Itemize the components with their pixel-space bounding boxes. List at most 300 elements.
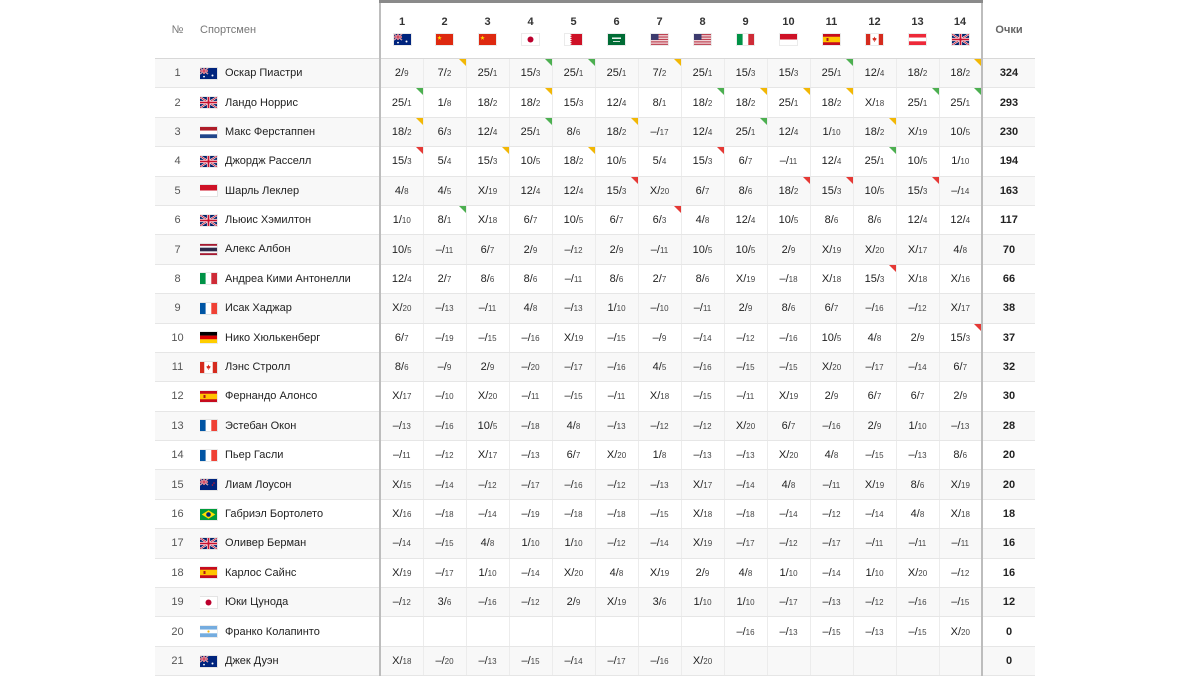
result-points: –: [650, 537, 657, 550]
table-row[interactable]: [155, 235, 1035, 264]
driver-name[interactable]: Исак Хаджар: [225, 302, 292, 315]
result-points: –: [607, 478, 614, 491]
result-points: –: [908, 449, 915, 462]
race-result-cell: –/12: [853, 588, 896, 617]
result-points: 1: [822, 125, 829, 138]
result-points: 2: [523, 243, 530, 256]
race-result-cell: X/19: [724, 264, 767, 293]
result-position: 4: [621, 98, 627, 108]
race-result-cell: –/18: [423, 499, 466, 528]
driver-cell[interactable]: [200, 441, 380, 470]
result-position: 6: [489, 274, 495, 284]
result-position: 15: [402, 480, 412, 490]
table-row[interactable]: [155, 88, 1035, 117]
race-result-cell: –/13: [423, 294, 466, 323]
result-points: 15: [520, 67, 533, 80]
column-header-race-1[interactable]: [380, 2, 423, 59]
race-result-cell: 2/9: [939, 382, 982, 411]
driver-cell[interactable]: [200, 88, 380, 117]
result-position: 14: [401, 539, 411, 549]
result-points: 8: [695, 272, 702, 285]
table-row[interactable]: [155, 205, 1035, 234]
column-header-race-2[interactable]: [423, 2, 466, 59]
race-result-cell: 6/7: [595, 205, 638, 234]
column-header-race-5[interactable]: [552, 2, 595, 59]
thailand-flag-icon: [200, 244, 217, 255]
result-position: 18: [573, 510, 583, 520]
result-points: –: [865, 537, 872, 550]
yellow-corner-marker: [631, 118, 638, 125]
result-points: 4: [609, 566, 616, 579]
result-points: 25: [950, 96, 963, 109]
race-result-cell: 5/4: [423, 147, 466, 176]
result-points: –: [607, 419, 614, 432]
result-position: 7: [575, 451, 581, 461]
driver-name[interactable]: Лиам Лоусон: [225, 478, 292, 491]
table-row[interactable]: [155, 382, 1035, 411]
race-result-cell: X/20: [552, 558, 595, 587]
result-position: 19: [789, 392, 799, 402]
driver-cell[interactable]: [200, 411, 380, 440]
result-points: 10: [907, 155, 920, 168]
race-result-cell: –/13: [853, 617, 896, 646]
driver-name[interactable]: Джордж Расселл: [225, 155, 312, 168]
race-result-cell: –/13: [681, 441, 724, 470]
driver-name[interactable]: Алекс Албон: [225, 243, 291, 256]
result-points: –: [437, 361, 444, 374]
driver-name[interactable]: Шарль Леклер: [225, 184, 300, 197]
green-corner-marker: [760, 118, 767, 125]
race-result-cell: 1/10: [595, 294, 638, 323]
result-position: 6: [747, 186, 753, 196]
result-points: X: [821, 243, 830, 256]
result-position: 19: [875, 480, 885, 490]
result-position: 3: [407, 157, 412, 167]
result-points: 18: [692, 96, 705, 109]
driver-cell[interactable]: [200, 294, 380, 323]
result-position: 12: [788, 539, 798, 549]
race-result-cell: 25/1: [509, 117, 552, 146]
result-position: 7: [790, 421, 796, 431]
driver-name[interactable]: Франко Колапинто: [225, 625, 320, 638]
result-points: 8: [738, 184, 745, 197]
result-points: X: [950, 302, 958, 315]
driver-name[interactable]: Джек Дуэн: [225, 655, 279, 668]
race-result-cell: X/19: [853, 470, 896, 499]
position-cell: 7: [155, 235, 200, 264]
race-result-cell: –/11: [810, 470, 853, 499]
table-row[interactable]: [155, 529, 1035, 558]
new-zealand-flag-icon: [200, 479, 217, 490]
result-points: 25: [735, 125, 748, 138]
points-total: 163: [982, 176, 1035, 205]
race-result-cell: 4/8: [681, 205, 724, 234]
race-result-cell: X/20: [466, 382, 509, 411]
table-row[interactable]: [155, 352, 1035, 381]
result-position: 20: [832, 363, 842, 373]
table-row[interactable]: [155, 411, 1035, 440]
japan-flag-icon: [522, 34, 539, 45]
race-result-cell: [509, 617, 552, 646]
result-position: 19: [703, 539, 713, 549]
result-position: 18: [875, 98, 885, 108]
column-header-race-14[interactable]: [939, 2, 982, 59]
driver-cell[interactable]: [200, 499, 380, 528]
table-row[interactable]: [155, 470, 1035, 499]
driver-name[interactable]: Ландо Норрис: [225, 96, 298, 109]
result-position: 9: [790, 245, 796, 255]
result-points: X: [649, 390, 658, 403]
result-position: 4: [407, 274, 412, 284]
netherlands-flag-icon: [200, 127, 217, 138]
driver-cell[interactable]: [200, 558, 380, 587]
driver-name[interactable]: Нико Хюлькенберг: [225, 331, 321, 344]
race-result-cell: –/11: [767, 147, 810, 176]
result-points: 18: [391, 125, 405, 138]
result-position: 13: [530, 451, 540, 461]
table-row[interactable]: [155, 441, 1035, 470]
race-result-cell: 12/4: [509, 176, 552, 205]
result-points: –: [736, 331, 743, 344]
driver-name[interactable]: Эстебан Окон: [225, 419, 297, 432]
position-cell: 18: [155, 558, 200, 587]
result-points: 10: [563, 214, 576, 227]
driver-name[interactable]: Юки Цунода: [225, 596, 289, 609]
race-result-cell: 8/6: [896, 470, 939, 499]
race-result-cell: 2/9: [380, 59, 423, 88]
result-position: 10: [745, 598, 755, 608]
result-position: 13: [831, 598, 841, 608]
result-points: –: [779, 361, 786, 374]
result-points: 6: [523, 214, 530, 227]
race-result-cell: 10/5: [466, 411, 509, 440]
result-points: 2: [652, 272, 659, 285]
column-header-race-4[interactable]: [509, 2, 552, 59]
argentina-flag-icon: [200, 626, 217, 637]
driver-name[interactable]: Карлос Сайнс: [225, 566, 297, 579]
result-points: 6: [953, 361, 960, 374]
result-position: 1: [793, 98, 799, 108]
table-row[interactable]: [155, 588, 1035, 617]
result-position: 13: [616, 421, 626, 431]
driver-cell[interactable]: [200, 382, 380, 411]
result-position: 3: [750, 69, 756, 79]
result-position: 1: [578, 69, 584, 79]
red-corner-marker: [416, 147, 423, 154]
position-cell: 2: [155, 88, 200, 117]
result-points: –: [693, 361, 700, 374]
standings-body: [155, 59, 1035, 676]
driver-cell[interactable]: [200, 59, 380, 88]
race-result-cell: –/11: [896, 529, 939, 558]
table-row[interactable]: [155, 117, 1035, 146]
result-points: –: [607, 508, 614, 521]
race-result-cell: –/18: [552, 499, 595, 528]
points-total: 28: [982, 411, 1035, 440]
race-result-cell: 15/3: [767, 59, 810, 88]
race-result-cell: 8/6: [853, 205, 896, 234]
result-position: 11: [573, 274, 583, 284]
race-result-cell: –/14: [939, 176, 982, 205]
driver-name[interactable]: Лэнс Стролл: [225, 361, 291, 374]
position-cell: 9: [155, 294, 200, 323]
result-position: 6: [661, 598, 667, 608]
result-points: 18: [864, 125, 877, 138]
race-result-cell: 2/9: [595, 235, 638, 264]
result-points: –: [951, 419, 958, 432]
race-result-cell: X/17: [896, 235, 939, 264]
race-result-cell: 8/6: [466, 264, 509, 293]
result-position: 6: [919, 480, 925, 490]
race-number: 6: [613, 15, 620, 28]
race-number: 10: [782, 15, 795, 28]
race-result-cell: –/13: [638, 470, 681, 499]
race-result-cell: 6/7: [380, 323, 423, 352]
driver-cell[interactable]: [200, 147, 380, 176]
column-header-race-3[interactable]: [466, 2, 509, 59]
yellow-corner-marker: [545, 88, 552, 95]
column-header-race-8[interactable]: [681, 2, 724, 59]
result-points: –: [650, 419, 657, 432]
result-points: 25: [778, 96, 791, 109]
race-result-cell: –/16: [638, 646, 681, 675]
table-row[interactable]: [155, 558, 1035, 587]
japan-flag-icon: [200, 597, 217, 608]
race-result-cell: 8/1: [423, 205, 466, 234]
result-position: 1: [492, 69, 498, 79]
table-row[interactable]: [155, 499, 1035, 528]
race-result-cell: 8/6: [509, 264, 552, 293]
result-points: –: [435, 566, 442, 579]
result-points: –: [521, 331, 528, 344]
column-header-race-11[interactable]: [810, 2, 853, 59]
driver-cell[interactable]: [200, 264, 380, 293]
result-points: 6: [781, 419, 788, 432]
race-result-cell: X/20: [853, 235, 896, 264]
driver-cell[interactable]: [200, 470, 380, 499]
result-points: 15: [864, 272, 877, 285]
result-position: 4: [922, 216, 928, 226]
column-header-race-7[interactable]: [638, 2, 681, 59]
result-points: –: [693, 390, 700, 403]
race-result-cell: –/13: [724, 441, 767, 470]
race-number: 3: [484, 15, 491, 28]
driver-cell[interactable]: [200, 352, 380, 381]
driver-cell[interactable]: [200, 646, 380, 675]
column-header-race-6[interactable]: [595, 2, 638, 59]
race-result-cell: –/15: [767, 352, 810, 381]
result-points: X: [477, 449, 486, 462]
table-row[interactable]: [155, 176, 1035, 205]
driver-cell[interactable]: [200, 617, 380, 646]
result-position: 8: [446, 98, 452, 108]
result-points: –: [521, 390, 528, 403]
result-position: 6: [532, 274, 538, 284]
driver-name[interactable]: Пьер Гасли: [225, 449, 284, 462]
result-points: 15: [563, 96, 576, 109]
result-points: –: [564, 302, 571, 315]
result-points: –: [564, 390, 571, 403]
table-row[interactable]: [155, 264, 1035, 293]
result-points: 10: [477, 419, 490, 432]
race-result-cell: –/18: [767, 264, 810, 293]
result-position: 11: [402, 451, 411, 461]
position-cell: 10: [155, 323, 200, 352]
result-position: 20: [402, 304, 412, 314]
points-total: 0: [982, 617, 1035, 646]
race-result-cell: –/11: [939, 529, 982, 558]
race-result-cell: –/12: [767, 529, 810, 558]
race-result-cell: X/18: [853, 88, 896, 117]
column-header-race-10[interactable]: [767, 2, 810, 59]
table-row[interactable]: [155, 59, 1035, 88]
result-points: X: [477, 214, 486, 227]
driver-cell[interactable]: [200, 205, 380, 234]
race-result-cell: 2/7: [638, 264, 681, 293]
race-result-cell: –/19: [509, 499, 552, 528]
result-position: 2: [965, 69, 971, 79]
column-header-race-9[interactable]: [724, 2, 767, 59]
race-result-cell: –/16: [810, 411, 853, 440]
result-points: –: [822, 537, 829, 550]
green-corner-marker: [717, 88, 724, 95]
column-header-race-12[interactable]: [853, 2, 896, 59]
result-position: 15: [702, 392, 712, 402]
driver-name[interactable]: Габриэл Бортолето: [225, 508, 324, 521]
race-result-cell: 4/5: [638, 352, 681, 381]
race-result-cell: 25/1: [724, 117, 767, 146]
column-header-points[interactable]: Очки: [982, 2, 1035, 59]
result-position: 5: [446, 186, 452, 196]
result-position: 15: [487, 333, 497, 343]
race-result-cell: X/20: [767, 441, 810, 470]
result-points: 25: [477, 67, 490, 80]
result-position: 4: [879, 69, 885, 79]
result-points: –: [736, 390, 743, 403]
result-points: –: [392, 419, 399, 432]
result-position: 6: [404, 363, 409, 373]
result-position: 3: [661, 216, 667, 226]
driver-cell[interactable]: [200, 117, 380, 146]
driver-name[interactable]: Оскар Пиастри: [225, 67, 303, 80]
race-result-cell: 12/4: [724, 205, 767, 234]
table-row[interactable]: [155, 617, 1035, 646]
result-position: 12: [702, 421, 712, 431]
table-row[interactable]: [155, 646, 1035, 675]
result-position: 7: [876, 392, 882, 402]
result-points: 6: [566, 449, 573, 462]
result-position: 2: [879, 127, 885, 137]
result-position: 16: [573, 480, 583, 490]
result-points: –: [865, 361, 872, 374]
race-result-cell: X/19: [638, 558, 681, 587]
result-points: –: [478, 655, 485, 667]
table-row[interactable]: [155, 147, 1035, 176]
result-points: –: [779, 331, 786, 344]
table-row[interactable]: [155, 294, 1035, 323]
race-result-cell: 15/3: [509, 59, 552, 88]
result-position: 2: [707, 98, 713, 108]
driver-name[interactable]: Льюис Хэмилтон: [225, 214, 312, 227]
race-result-cell: 2/9: [853, 411, 896, 440]
table-row[interactable]: [155, 323, 1035, 352]
result-position: 11: [659, 245, 669, 255]
result-points: 18: [821, 96, 834, 109]
result-position: 14: [745, 480, 755, 490]
result-points: –: [607, 390, 614, 403]
column-header-number[interactable]: №: [155, 2, 200, 59]
result-points: –: [652, 331, 659, 344]
points-total: 38: [982, 294, 1035, 323]
race-result-cell: X/19: [380, 558, 423, 587]
driver-name[interactable]: Фернандо Алонсо: [225, 390, 318, 403]
driver-cell[interactable]: [200, 176, 380, 205]
race-result-cell: 1/8: [423, 88, 466, 117]
result-position: 8: [404, 186, 409, 196]
brazil-flag-icon: [200, 509, 217, 520]
result-points: 2: [566, 596, 573, 609]
result-position: 5: [492, 421, 498, 431]
driver-cell[interactable]: [200, 323, 380, 352]
result-points: –: [650, 125, 657, 138]
result-position: 10: [702, 598, 712, 608]
driver-cell[interactable]: [200, 235, 380, 264]
result-position: 18: [660, 392, 670, 402]
race-result-cell: 2/9: [681, 558, 724, 587]
result-points: –: [865, 449, 872, 462]
result-position: 5: [965, 127, 971, 137]
result-position: 12: [745, 333, 755, 343]
result-position: 1: [922, 98, 928, 108]
result-points: 6: [738, 155, 745, 168]
driver-cell[interactable]: [200, 529, 380, 558]
race-result-cell: 3/6: [638, 588, 681, 617]
result-position: 17: [573, 363, 583, 373]
result-position: 5: [621, 157, 627, 167]
race-result-cell: 8/6: [595, 264, 638, 293]
result-points: 15: [907, 184, 920, 197]
race-result-cell: –/17: [509, 470, 552, 499]
driver-name[interactable]: Андреа Кими Антонелли: [225, 272, 351, 285]
race-result-cell: –/11: [423, 235, 466, 264]
result-points: X: [821, 361, 830, 374]
race-result-cell: X/16: [939, 264, 982, 293]
race-result-cell: 10/5: [724, 235, 767, 264]
result-position: 20: [918, 568, 928, 578]
result-points: X: [735, 272, 744, 285]
driver-cell[interactable]: [200, 588, 380, 617]
result-position: 9: [618, 245, 624, 255]
result-position: 6: [575, 127, 581, 137]
column-header-race-13[interactable]: [896, 2, 939, 59]
driver-name[interactable]: Оливер Берман: [225, 537, 307, 550]
result-points: X: [392, 302, 400, 315]
result-position: 5: [836, 333, 842, 343]
result-points: X: [477, 184, 486, 197]
position-cell: 15: [155, 470, 200, 499]
result-points: 1: [693, 596, 700, 609]
column-header-driver[interactable]: Спортсмен: [200, 2, 380, 59]
race-result-cell: 10/5: [767, 205, 810, 234]
result-points: X: [907, 566, 916, 579]
result-points: –: [435, 478, 442, 491]
race-result-cell: [724, 646, 767, 675]
driver-name[interactable]: Макс Ферстаппен: [225, 126, 316, 139]
result-position: 1: [446, 216, 452, 226]
race-result-cell: X/20: [595, 441, 638, 470]
result-points: 1: [865, 566, 872, 579]
race-result-cell: 6/7: [466, 235, 509, 264]
